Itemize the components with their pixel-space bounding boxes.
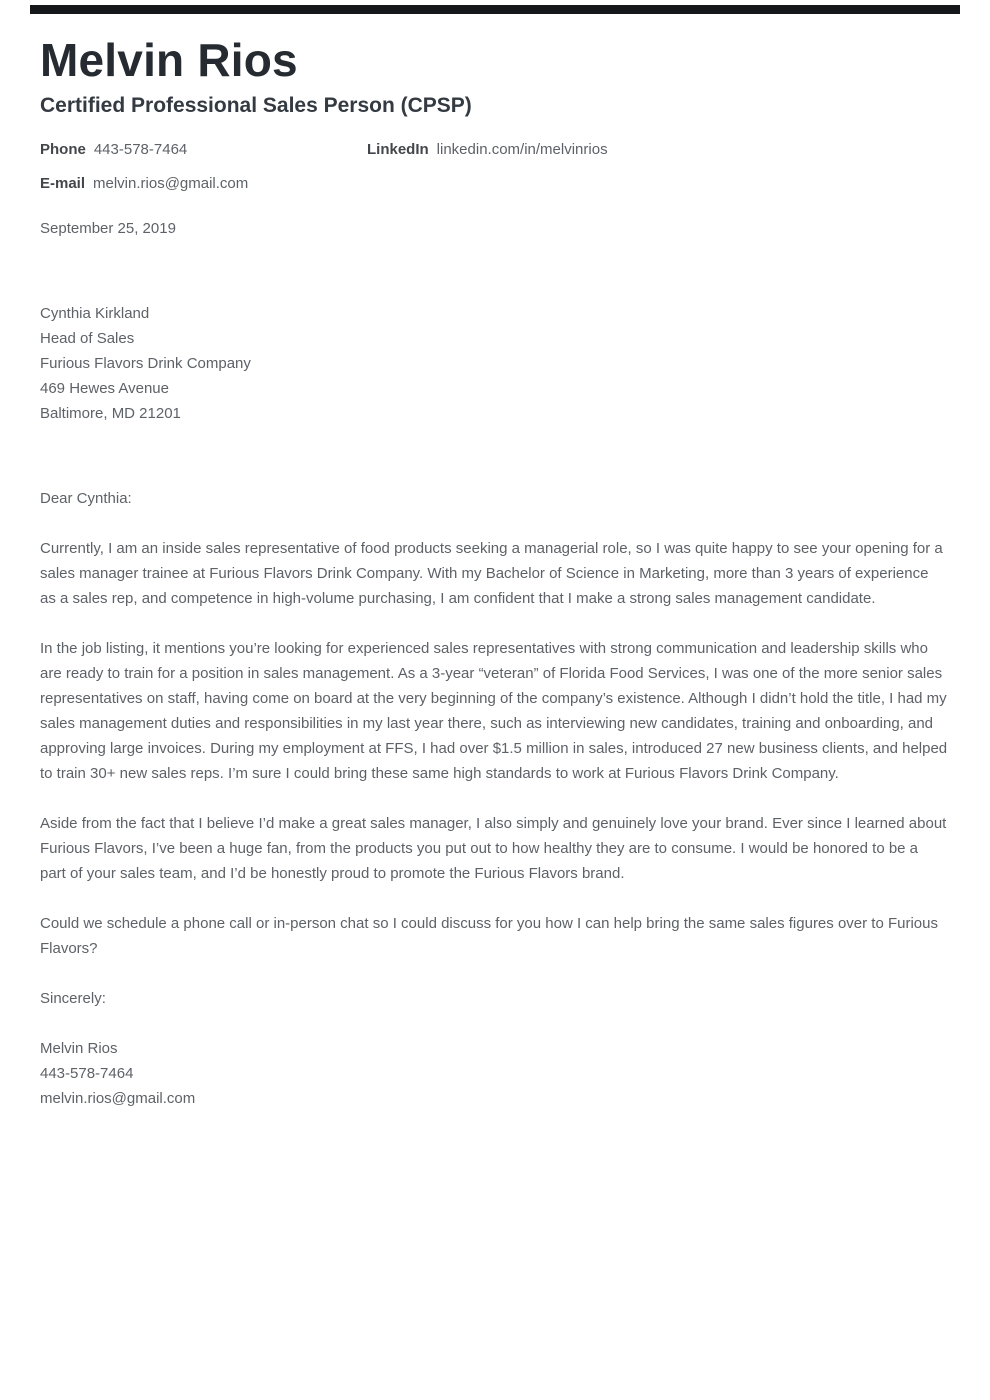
- page-title: Melvin Rios: [40, 34, 298, 86]
- cover-letter-page: [40, 14, 948, 1111]
- recipient-company: Furious Flavors Drink Company: [40, 355, 251, 372]
- signature-email: melvin.rios@gmail.com: [40, 1090, 196, 1107]
- body-paragraph-1: Currently, I am an inside sales representative of food products seeking a managerial role, so I was quite happy to see your opening for a sales manager trainee at Furious Flavors Drink Company. With my Bachelor of Science in Marketing, more than 3 years of experience as a sales rep, and competence in high-volume purchasing, I am confident that I make a strong sales management candidate.: [40, 540, 943, 607]
- body-paragraph-4: Could we schedule a phone call or in-person chat so I could discuss for you how I can help bring the same sales figures over to Furious Flavors?: [40, 915, 938, 957]
- recipient-city: Baltimore, MD 21201: [40, 405, 181, 422]
- email-label: E-mail: [40, 175, 86, 192]
- linkedin-row: [367, 137, 948, 162]
- signature-name: Melvin Rios: [40, 1040, 118, 1057]
- email-value: melvin.rios@gmail.com: [93, 175, 249, 192]
- recipient-street: 469 Hewes Avenue: [40, 380, 169, 397]
- phone-value: 443-578-7464: [93, 141, 188, 158]
- salutation: Dear Cynthia:: [40, 490, 132, 507]
- recipient-title: Head of Sales: [40, 330, 135, 347]
- letter-date: September 25, 2019: [40, 220, 176, 237]
- job-title-subtitle: Certified Professional Sales Person (CPSP): [40, 94, 472, 117]
- recipient-block: [40, 301, 948, 426]
- top-accent-bar: [30, 5, 960, 14]
- signature-block: [40, 1036, 948, 1111]
- linkedin-label: LinkedIn: [367, 141, 429, 158]
- email-row: [40, 171, 367, 196]
- recipient-name: Cynthia Kirkland: [40, 305, 150, 322]
- signature-phone: 443-578-7464: [40, 1065, 134, 1082]
- closing: Sincerely:: [40, 990, 106, 1007]
- body-paragraph-2: In the job listing, it mentions you’re looking for experienced sales representatives with strong communication and leadership skills who are ready to train for a position in sales management. As a 3-year “veteran” of Florida Food Services, I was one of the more senior sales representatives on staff, having come on board at the very beginning of the company’s existence. Although I didn’t hold the title, I had my sales management duties and responsibilities in my last year there, such as interviewing new candidates, training and onboarding, and approving large invoices. During my employment at FFS, I had over $1.5 million in sales, introduced 27 new business clients, and helped to train 30+ new sales reps. I’m sure I could bring these same high standards to work at Furious Flavors Drink Company.: [40, 640, 948, 782]
- phone-row: [40, 137, 367, 162]
- phone-label: Phone: [40, 141, 86, 158]
- contact-section: [40, 137, 948, 196]
- body-paragraph-3: Aside from the fact that I believe I’d make a great sales manager, I also simply and genuinely love your brand. Ever since I learned about Furious Flavors, I’ve been a huge fan, from the products you put out to how healthy they are to consume. I would be honored to be a part of your sales team, and I’d be honestly proud to promote the Furious Flavors brand.: [40, 815, 947, 882]
- linkedin-value: linkedin.com/in/melvinrios: [436, 141, 608, 158]
